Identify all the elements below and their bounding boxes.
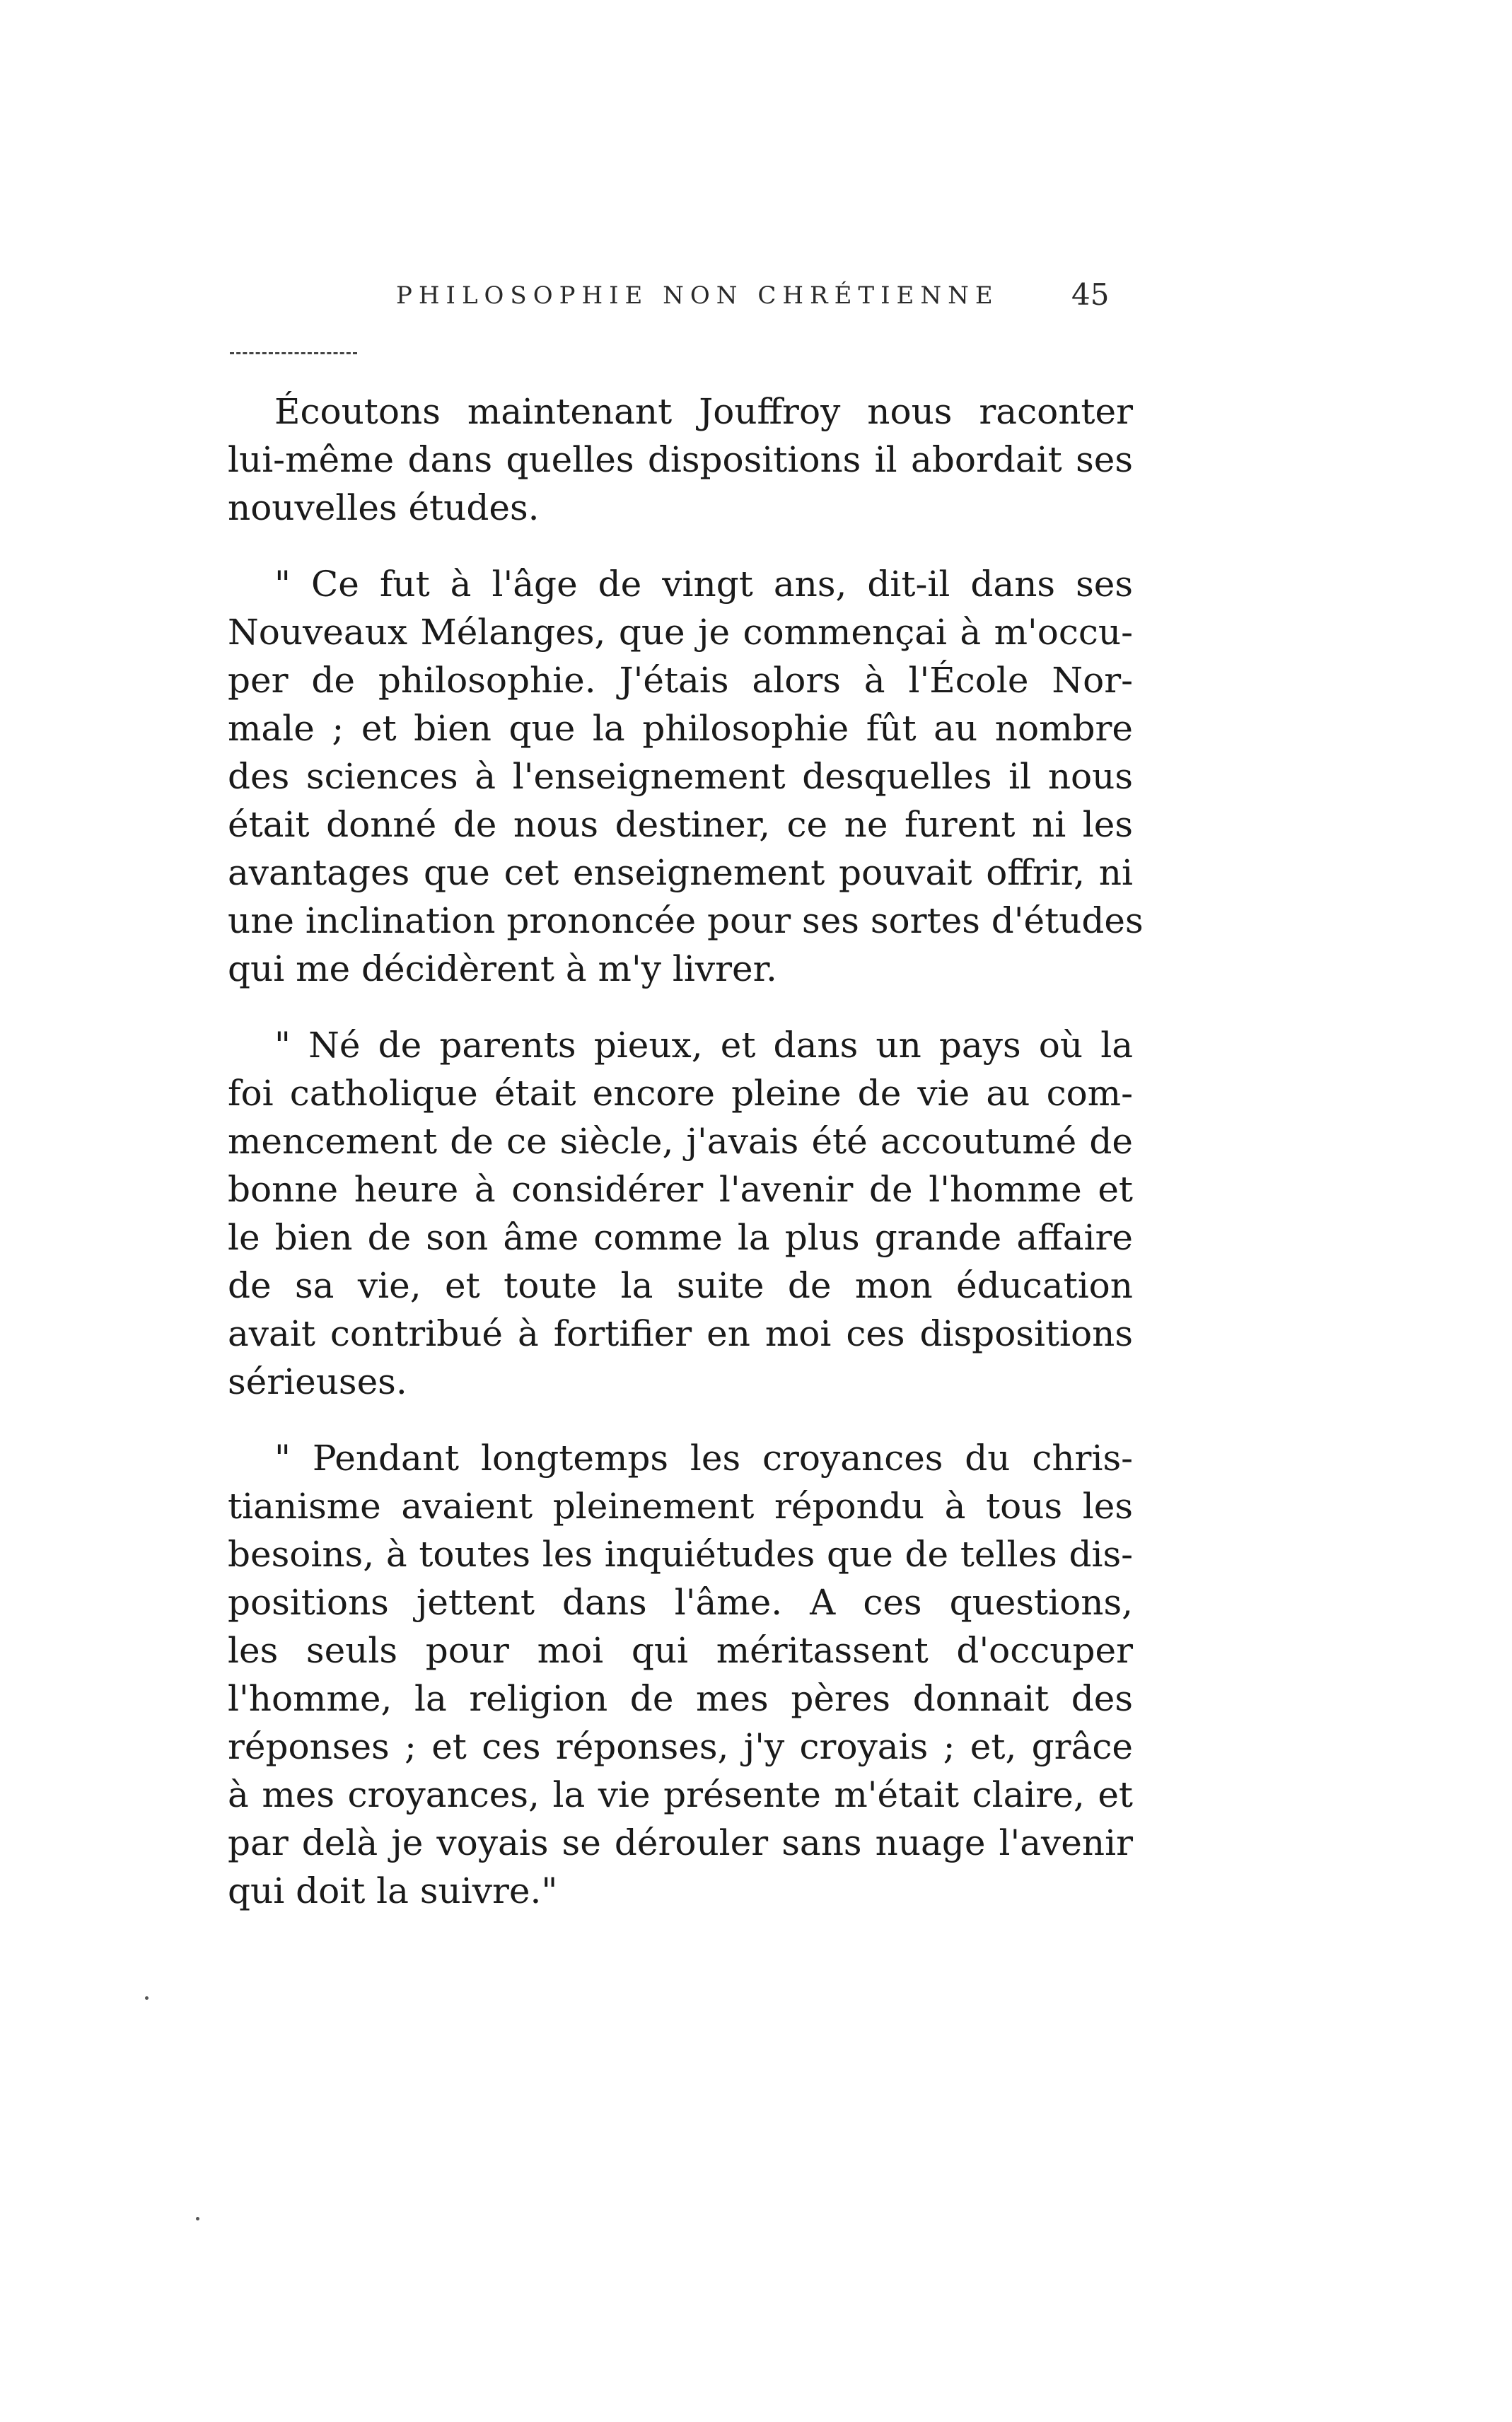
text-line: bonne heure à considérer l'avenir de l'homme et	[228, 1169, 1133, 1210]
text-line: nouvelles études.	[228, 487, 540, 528]
text-line: " Pendant longtemps les croyances du chris-	[274, 1438, 1133, 1479]
scan-speck	[196, 2217, 199, 2220]
text-line: des sciences à l'enseignement desquelles il nous	[228, 756, 1133, 797]
text-line: une inclination prononcée pour ses sortes d'études	[228, 900, 1144, 941]
text-line: positions jettent dans l'âme. A ces questions,	[228, 1582, 1133, 1623]
body-text	[228, 388, 1144, 1915]
text-line: tianisme avaient pleinement répondu à tous les	[228, 1486, 1133, 1527]
text-line: foi catholique était encore pleine de vie au com-	[228, 1073, 1133, 1114]
text-line: Nouveaux Mélanges, que je commençai à m'occu-	[228, 612, 1133, 653]
text-line: " Ce fut à l'âge de vingt ans, dit-il dans ses	[274, 564, 1133, 605]
text-line: réponses ; et ces réponses, j'y croyais ; et, grâce	[228, 1726, 1133, 1767]
paragraph	[228, 1434, 1133, 1915]
text-line: avait contribué à fortifier en moi ces dispositions	[228, 1313, 1133, 1354]
text-line: besoins, à toutes les inquiétudes que de telles dis-	[228, 1534, 1133, 1575]
text-line: Écoutons maintenant Jouffroy nous raconter	[274, 391, 1133, 432]
text-line: male ; et bien que la philosophie fût au nombre	[228, 708, 1133, 749]
text-line: à mes croyances, la vie présente m'était claire, et	[228, 1774, 1133, 1815]
running-title: PHILOSOPHIE NON CHRÉTIENNE	[396, 281, 999, 310]
text-line: était donné de nous destiner, ce ne furent ni les	[228, 804, 1133, 845]
paragraph	[228, 560, 1144, 993]
page-number: 45	[1071, 277, 1110, 312]
paragraph	[228, 388, 1133, 532]
text-line: de sa vie, et toute la suite de mon éducation	[228, 1265, 1133, 1306]
text-line: " Né de parents pieux, et dans un pays où la	[274, 1025, 1133, 1066]
text-line: avantages que cet enseignement pouvait offrir, ni	[228, 852, 1133, 893]
text-line: qui doit la suivre."	[228, 1870, 558, 1911]
text-line: qui me décidèrent à m'y livrer.	[228, 948, 777, 989]
text-line: par delà je voyais se dérouler sans nuage l'avenir	[228, 1822, 1133, 1863]
text-line: per de philosophie. J'étais alors à l'École Nor-	[228, 660, 1133, 701]
text-line: sérieuses.	[228, 1361, 407, 1402]
text-line: lui-même dans quelles dispositions il abordait ses	[228, 439, 1133, 480]
text-line: mencement de ce siècle, j'avais été accoutumé de	[228, 1121, 1133, 1162]
paragraph	[228, 1021, 1133, 1406]
header-rule	[230, 352, 357, 354]
scan-speck	[145, 1996, 149, 2000]
text-line: l'homme, la religion de mes pères donnait des	[228, 1678, 1133, 1719]
text-line: le bien de son âme comme la plus grande affaire	[228, 1217, 1133, 1258]
text-line: les seuls pour moi qui méritassent d'occuper	[228, 1630, 1133, 1671]
